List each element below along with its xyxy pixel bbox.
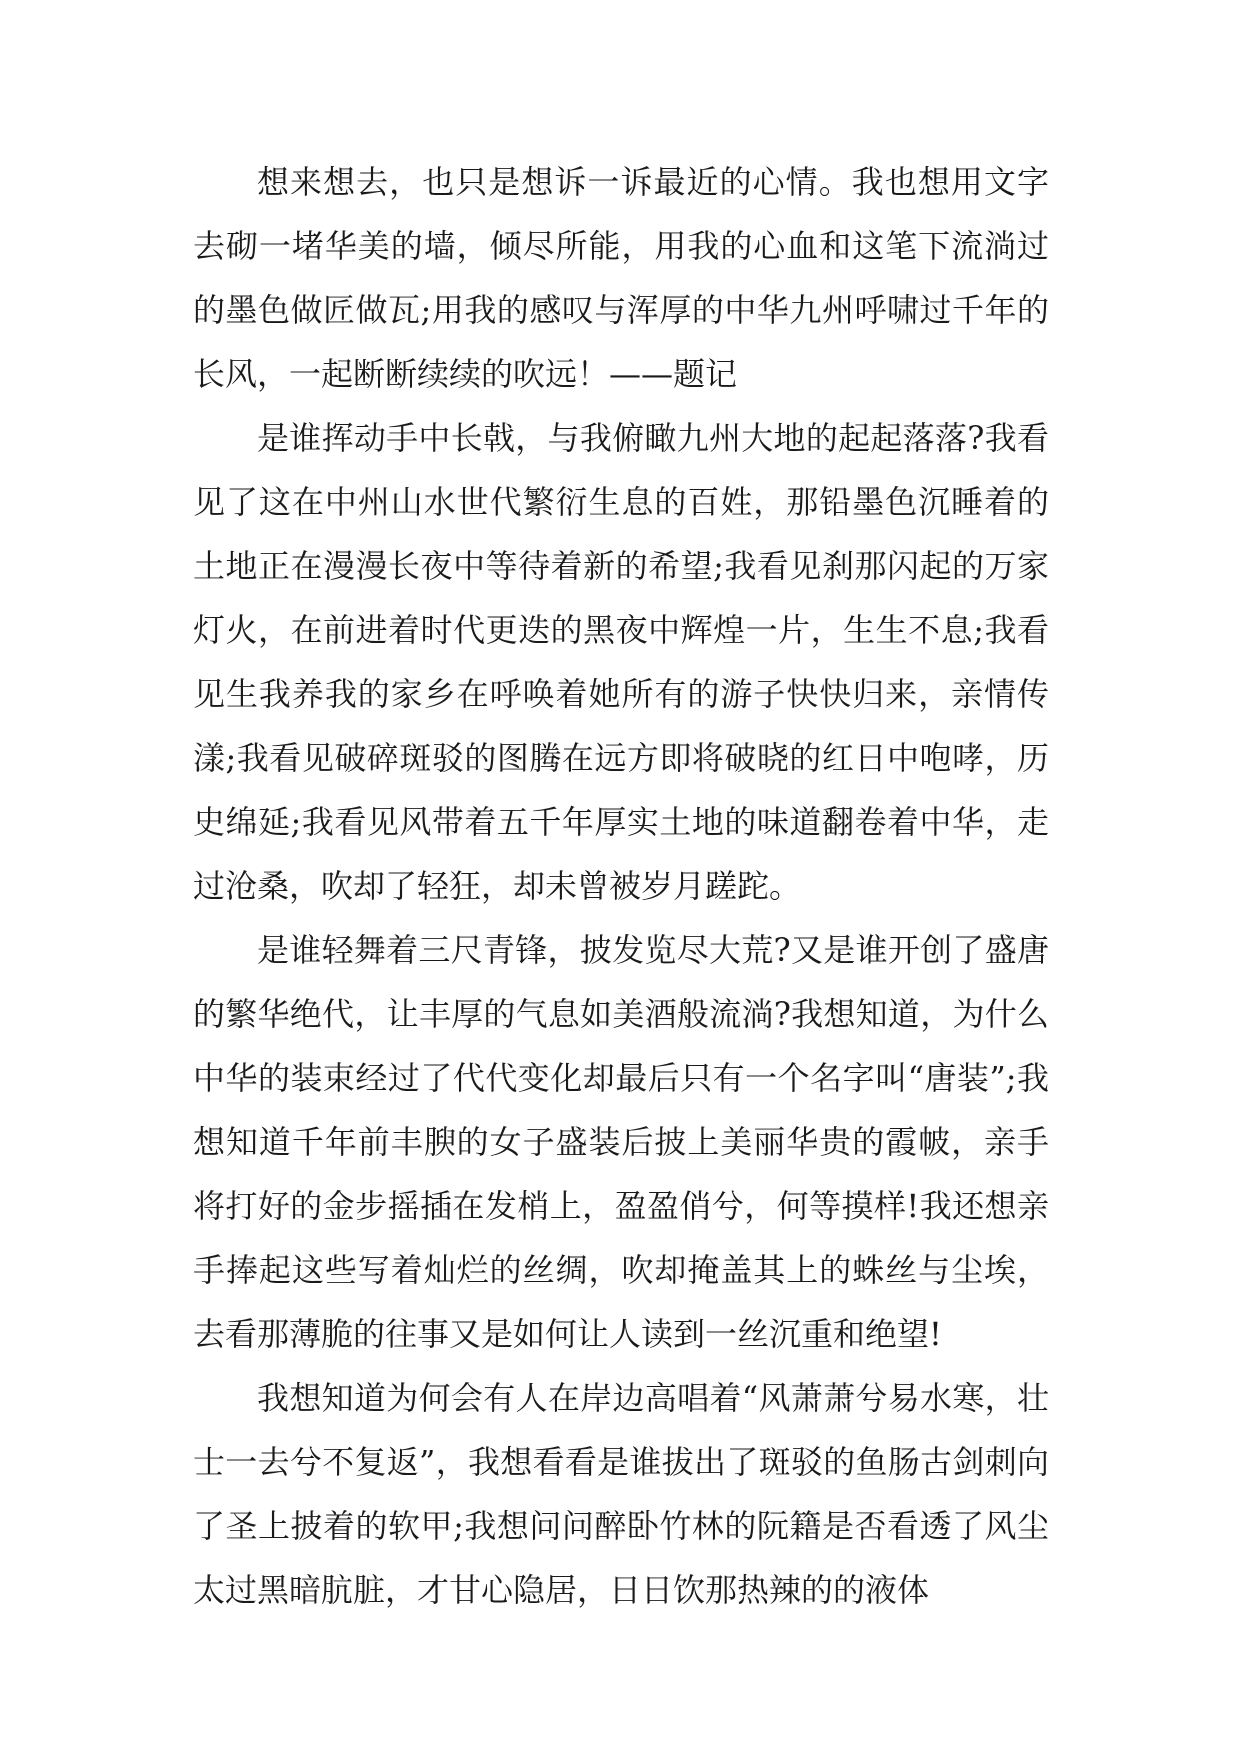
paragraph-4: 我想知道为何会有人在岸边高唱着“风萧萧兮易水寒，壮士一去兮不复返”，我想看看是谁拔出了斑驳的鱼肠古剑刺向了圣上披着的软甲;我想问问醉卧竹林的阮籍是否看透了风尘太过黑暗肮脏，才甘心隐居，日日饮那热辣的的液体 [193,1379,1049,1609]
essay-body [193,150,1049,1622]
paragraph-preface: 想来想去，也只是想诉一诉最近的心情。我也想用文字去砌一堵华美的墙，倾尽所能，用我的心血和这笔下流淌过的墨色做匠做瓦;用我的感叹与浑厚的中华九州呼啸过千年的长风，一起断断续续的吹远！——题记 [193,163,1049,393]
paragraph-2: 是谁挥动手中长戟，与我俯瞰九州大地的起起落落?我看见了这在中州山水世代繁衍生息的百姓，那铅墨色沉睡着的土地正在漫漫长夜中等待着新的希望;我看见刹那闪起的万家灯火，在前进着时代更迭的黑夜中辉煌一片，生生不息;我看见生我养我的家乡在呼唤着她所有的游子快快归来，亲情传漾;我看见破碎斑驳的图腾在远方即将破晓的红日中咆哮，历史绵延;我看见风带着五千年厚实土地的味道翻卷着中华，走过沧桑，吹却了轻狂，却未曾被岁月蹉跎。 [193,419,1049,905]
paragraph-3: 是谁轻舞着三尺青锋，披发览尽大荒?又是谁开创了盛唐的繁华绝代，让丰厚的气息如美酒般流淌?我想知道，为什么中华的装束经过了代代变化却最后只有一个名字叫“唐装”;我想知道千年前丰腴的女子盛装后披上美丽华贵的霞帔，亲手将打好的金步摇插在发梢上，盈盈俏兮，何等摸样!我还想亲手捧起这些写着灿烂的丝绸，吹却掩盖其上的蛛丝与尘埃，去看那薄脆的往事又是如何让人读到一丝沉重和绝望! [193,931,1049,1353]
